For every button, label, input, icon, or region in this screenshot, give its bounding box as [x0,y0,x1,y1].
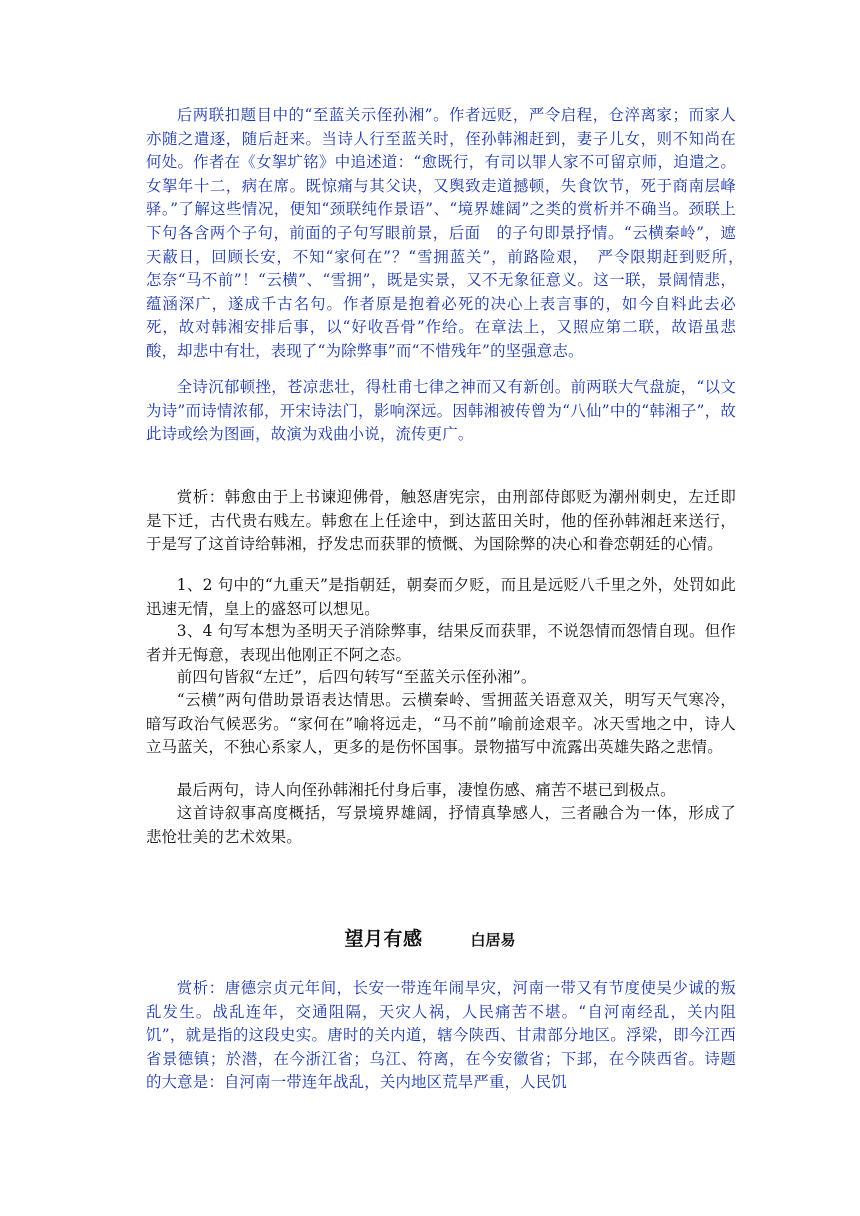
appreciation-paragraph-5: “云横”两句借助景语表达情思。云横秦岭、雪拥蓝关语意双关，明写天气寒冷，暗写政治气候恶劣。“家何在”喻将远走，“马不前”喻前途艰辛。冰天雪地之中，诗人立马蓝关，不独心系家人，更多的是伤怀国事。景物描写中流露出英雄失路之悲情。 [146,691,736,757]
appreciation-paragraph-6: 最后两句，诗人向侄孙韩湘托付身后事，凄惶伤感、痛苦不堪已到极点。 [176,781,676,799]
poem-title: 望月有感 [344,928,423,950]
poem-appreciation-paragraph: 赏析：唐德宗贞元年间，长安一带连年闹旱灾，河南一带又有节度使吴少诚的叛乱发生。战乱连年，交通阻隔，天灾人祸，人民痛苦不堪。“自河南经乱，关内阻饥”，就是指的这段史实。唐时的关内道，辖今陕西、甘肃部分地区。浮梁，即今江西省景德镇；於潜，在今浙江省；乌江、符离，在今安徽省；下邽，在今陕西省。诗题的大意是：自河南一带连年战乱，关内地区荒旱严重，人民饥 [146,979,736,1092]
appreciation-paragraph-3: 3、4 句写本想为圣明天子消除弊事，结果反而获罪，不说怨情而怨情自现。但作者并无悔意，表现出他刚正不阿之态。 [146,622,736,664]
appreciation-paragraph-1: 赏析：韩愈由于上书谏迎佛骨，触怒唐宪宗，由刑部侍郎贬为潮州刺史，左迁即是下迁，古代贵右贱左。韩愈在上任途中，到达蓝田关时，他的侄孙韩湘赶来送行，于是写了这首诗给韩湘，抒发忠而获罪的愤慨、为国除弊的决心和眷恋朝廷的心情。 [146,488,736,554]
poem-author: 白居易 [470,931,516,949]
commentary-paragraph-2: 全诗沉郁顿挫，苍凉悲壮，得杜甫七律之神而又有新创。前两联大气盘旋，“以文为诗”而诗情浓郁，开宋诗法门，影响深远。因韩湘被传曾为“八仙”中的“韩湘子”，故此诗或绘为图画，故演为戏曲小说，流传更广。 [146,378,736,444]
appreciation-paragraph-4: 前四句皆叙“左迁”，后四句转写“至蓝关示侄孙湘”。 [176,668,537,686]
poem-heading [0,924,860,951]
commentary-paragraph-1: 后两联扣题目中的“至蓝关示侄孙湘”。作者远贬，严令启程，仓淬离家；而家人亦随之遣逐，随后赶来。当诗人行至蓝关时，侄孙韩湘赶到，妻子儿女，则不知尚在何处。作者在《女挐圹铭》中追述道：“愈既行，有司以罪人家不可留京师，迫遣之。女挐年十二，病在席。既惊痛与其父诀，又舆致走道撼顿，失食饮节，死于商南层峰驿。”了解这些情况，便知“颈联纯作景语”、“境界雄阔”之类的赏析并不确当。颈联上下句各含两个子句，前面的子句写眼前景，后面 的子句即景抒情。“云横秦岭”，遮天蔽日，回顾长安，不知“家何在”？“雪拥蓝关”，前路险艰， 严令限期赶到贬所， 怎奈“马不前”！“云横”、“雪拥”，既是实景，又不无象征意义。这一联，景阔情悲，蕴涵深广，遂成千古名句。作者原是抱着必死的决心上表言事的，如今自料此去必死，故对韩湘安排后事，以“好收吾骨”作给。在章法上，又照应第二联，故语虽悲酸，却悲中有壮，表现了“为除弊事”而“不惜残年”的坚强意志。 [146,106,752,360]
appreciation-paragraph-7: 这首诗叙事高度概括，写景境界雄阔，抒情真挚感人，三者融合为一体，形成了悲怆壮美的艺术效果。 [146,804,736,846]
appreciation-paragraph-2: 1、2 句中的“九重天”是指朝廷，朝奏而夕贬，而且是远贬八千里之外，处罚如此迅速无情，皇上的盛怒可以想见。 [146,576,736,618]
